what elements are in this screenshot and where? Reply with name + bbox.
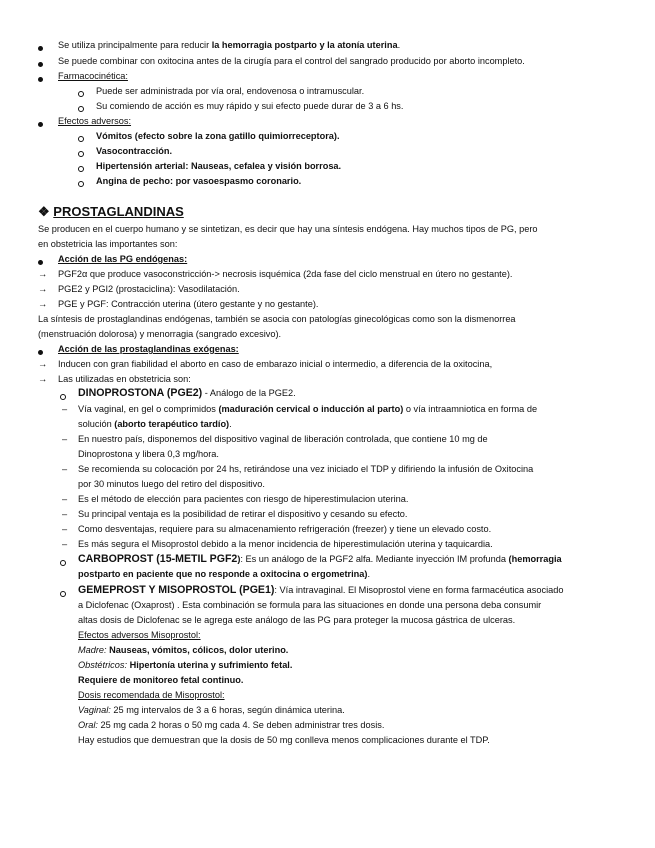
bullet-circle xyxy=(78,132,84,147)
text-line: Requiere de monitoreo fetal continuo. xyxy=(78,675,244,685)
text-line: en obstetricia las importantes son: xyxy=(38,239,178,249)
text-line: Hay estudios que demuestran que la dosis de 50 mg conlleva menos complicaciones durante el TDP. xyxy=(78,735,490,745)
exogenas-label: Acción de las prostaglandinas exógenas: xyxy=(58,344,239,354)
dash-bullet: – xyxy=(62,434,68,444)
arrow-icon: → xyxy=(38,299,48,309)
text-line: solución (aborto terapéutico tardío). xyxy=(78,419,232,429)
text-line: Puede ser administrada por vía oral, endovenosa o intramuscular. xyxy=(96,86,365,96)
bullet-dot xyxy=(38,41,43,56)
text-line: Angina de pecho: por vasoespasmo coronario. xyxy=(96,176,302,186)
text-line: Madre: Nauseas, vómitos, cólicos, dolor uterino. xyxy=(78,645,289,655)
arrow-icon: → xyxy=(38,284,48,294)
text-line: Obstétricos: Hipertonía uterina y sufrimiento fetal. xyxy=(78,660,293,670)
text-line: Vía vaginal, en gel o comprimidos (maduración cervical o inducción al parto) o vía intraamniotica en forma de xyxy=(78,404,538,414)
farmacocinetica-label: Farmacocinética: xyxy=(58,71,128,81)
diamond-icon: ❖ xyxy=(38,204,50,219)
bullet-circle xyxy=(78,147,84,162)
arrow-icon: → xyxy=(38,269,48,279)
dash-bullet: – xyxy=(62,524,68,534)
text-line: Inducen con gran fiabilidad el aborto en caso de embarazo inicial o intermedio, a diferencia de la oxitocina, xyxy=(58,359,493,369)
arrow-icon: → xyxy=(38,359,48,369)
text-line: Como desventajas, requiere para su almacenamiento refrigeración (freezer) y tiene un elevado costo. xyxy=(78,524,492,534)
endogenas-label: Acción de las PG endógenas: xyxy=(58,254,188,264)
efectos-adversos-label: Efectos adversos: xyxy=(58,116,132,126)
text-line: Dinoprostona y libera 0,3 mg/hora. xyxy=(78,449,219,459)
dash-bullet: – xyxy=(62,404,68,414)
text-line: PGF2α que produce vasoconstricción-> necrosis isquémica (2da fase del ciclo menstrual en útero no gestante). xyxy=(58,269,513,279)
dash-bullet: – xyxy=(62,539,68,549)
text-line: Vasocontracción. xyxy=(96,146,173,156)
text-line: Las utilizadas en obstetricia son: xyxy=(58,374,191,384)
dash-bullet: – xyxy=(62,464,68,474)
text-line: GEMEPROST Y MISOPROSTOL (PGE1): Vía intravaginal. El Misoprostol viene en forma farmacéutica asociado xyxy=(78,584,564,596)
bullet-dot xyxy=(38,72,43,87)
bullet-circle xyxy=(78,162,84,177)
bullet-circle xyxy=(78,87,84,102)
text-line: a Diclofenac (Oxaprost) . Esta combinación se formula para las situaciones en donde una persona deba consumir xyxy=(78,600,542,610)
text-line: La síntesis de prostaglandinas endógenas, también se asocia con patologías ginecológicas como son la dismenorrea xyxy=(38,314,516,324)
bullet-dot xyxy=(38,57,43,72)
text-line: Se puede combinar con oxitocina antes de la cirugía para el control del sangrado producido por aborto incompleto. xyxy=(58,56,525,66)
text-line: altas dosis de Diclofenac se le agrega este análogo de las PG para proteger la mucosa gástrica de ulceras. xyxy=(78,615,516,625)
text-line: Es más segura el Misoprostol debido a la menor incidencia de hiperestimulación uterina y taquicardia. xyxy=(78,539,493,549)
text-line: PGE2 y PGI2 (prostaciclina): Vasodilatación. xyxy=(58,284,240,294)
text-line: Se producen en el cuerpo humano y se sintetizan, es decir que hay una síntesis endógena. Hay muchos tipos de PG, pero xyxy=(38,224,538,234)
text-line: Oral: 25 mg cada 2 horas o 50 mg cada 4. Se deben administrar tres dosis. xyxy=(78,720,385,730)
text-line: Es el método de elección para pacientes con riesgo de hiperestimulacion uterina. xyxy=(78,494,409,504)
dash-bullet: – xyxy=(62,509,68,519)
bullet-circle xyxy=(60,587,66,602)
text-line: Vaginal: 25 mg intervalos de 3 a 6 horas, según dinámica uterina. xyxy=(78,705,345,715)
text-line: Se utiliza principalmente para reducir la hemorragia postparto y la atonía uterina. xyxy=(58,40,401,50)
text-line: En nuestro país, disponemos del dispositivo vaginal de liberación controlada, que contiene 10 mg de xyxy=(78,434,488,444)
dash-bullet: – xyxy=(62,494,68,504)
text-line: Hipertensión arterial: Nauseas, cefalea y visión borrosa. xyxy=(96,161,342,171)
text-line: Su comiendo de acción es muy rápido y sui efecto puede durar de 3 a 6 hs. xyxy=(96,101,404,111)
bullet-circle xyxy=(60,556,66,571)
section-title: PROSTAGLANDINAS xyxy=(53,204,184,219)
dosis-label: Dosis recomendada de Misoprostol: xyxy=(78,690,225,700)
text-line: DINOPROSTONA (PGE2) - Análogo de la PGE2. xyxy=(78,387,296,399)
text-line: postparto en paciente que no responde a oxitocina o ergometrina). xyxy=(78,569,371,579)
text-line: por 30 minutos luego del retiro del dispositivo. xyxy=(78,479,265,489)
section-heading xyxy=(38,204,184,220)
text-line: Vómitos (efecto sobre la zona gatillo quimiorreceptora). xyxy=(96,131,340,141)
text-line: Su principal ventaja es la posibilidad de retirar el dispositivo y cesando su efecto. xyxy=(78,509,408,519)
bullet-circle xyxy=(78,177,84,192)
arrow-icon: → xyxy=(38,374,48,384)
text-line: Se recomienda su colocación por 24 hs, retirándose una vez iniciado el TDP y difiriendo la infusión de Oxitocina xyxy=(78,464,534,474)
bullet-dot xyxy=(38,117,43,132)
text-line: PGE y PGF: Contracción uterina (útero gestante y no gestante). xyxy=(58,299,319,309)
text-line: CARBOPROST (15-METIL PGF2): Es un análogo de la PGF2 alfa. Mediante inyección IM profunda (hemorragia xyxy=(78,553,562,565)
text-line: (menstruación dolorosa) y menorragia (sangrado excesivo). xyxy=(38,329,282,339)
efectos-misoprostol-label: Efectos adversos Misoprostol: xyxy=(78,630,201,640)
